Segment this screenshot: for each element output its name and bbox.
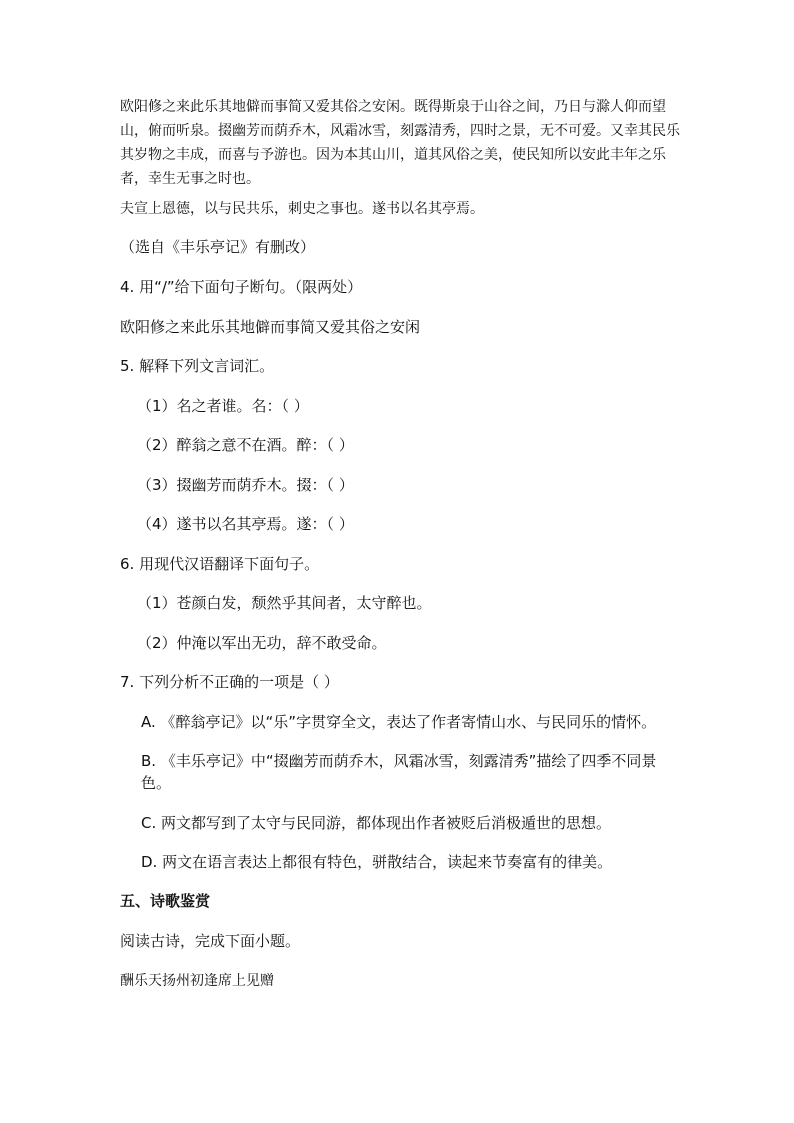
- question-7-option-d: D. 两文在语言表达上都很有特色，骈散结合，读起来节奏富有的律美。: [141, 853, 613, 871]
- question-7-prompt: 7. 下列分析不正确的一项是（ ）: [120, 673, 339, 691]
- section-5-instruction: 阅读古诗，完成下面小题。: [120, 932, 301, 950]
- question-4-sentence: 欧阳修之来此乐其地僻而事简又爱其俗之安闲: [120, 318, 421, 336]
- question-4-prompt: 4. 用“/”给下面句子断句。（限两处）: [120, 278, 363, 296]
- passage-source: （选自《丰乐亭记》有删改）: [120, 238, 316, 256]
- question-6-item-2: （2）仲淹以军出无功，辞不敢受命。: [137, 634, 387, 652]
- question-5-prompt: 5. 解释下列文言词汇。: [120, 357, 275, 375]
- question-7-option-c: C. 两文都写到了太守与民同游，都体现出作者被贬后消极遁世的思想。: [141, 814, 612, 832]
- passage-paragraph-2: 夫宣上恩德，以与民共乐，刺史之事也。遂书以名其亭焉。: [120, 201, 484, 217]
- question-7-option-a: A. 《醉翁亭记》以“乐”字贯穿全文，表达了作者寄情山水、与民同乐的情怀。: [141, 713, 657, 731]
- question-6-prompt: 6. 用现代汉语翻译下面句子。: [120, 555, 320, 573]
- poem-title: 酬乐天扬州初逢席上见赠: [120, 973, 274, 989]
- section-5-heading: 五、诗歌鉴赏: [120, 892, 211, 910]
- question-5-item-1: （1）名之者谁。名：（ ）: [137, 397, 309, 415]
- passage-paragraph-1: 欧阳修之来此乐其地僻而事简又爱其俗之安闲。既得斯泉于山谷之间，乃日与滁人仰而望山，俯而听泉。掇幽芳而荫乔木，风霜冰雪，刻露清秀，四时之景，无不可爱。又幸其民乐其岁物之丰成，而喜与予游也。因为本其山川，道其风俗之美，使民知所以安此丰年之乐者，幸生无事之时也。: [120, 99, 680, 187]
- question-5-item-3: （3）掇幽芳而荫乔木。掇：（ ）: [137, 476, 354, 494]
- question-7-option-b: B. 《丰乐亭记》中“掇幽芳而荫乔木，风霜冰雪，刻露清秀”描绘了四季不同景色。: [141, 752, 657, 792]
- question-5-item-4: （4）遂书以名其亭焉。遂：（ ）: [137, 515, 354, 533]
- question-6-item-1: （1）苍颜白发，颓然乎其间者，太守醉也。: [137, 594, 432, 612]
- question-5-item-2: （2）醉翁之意不在酒。醉：（ ）: [137, 436, 354, 454]
